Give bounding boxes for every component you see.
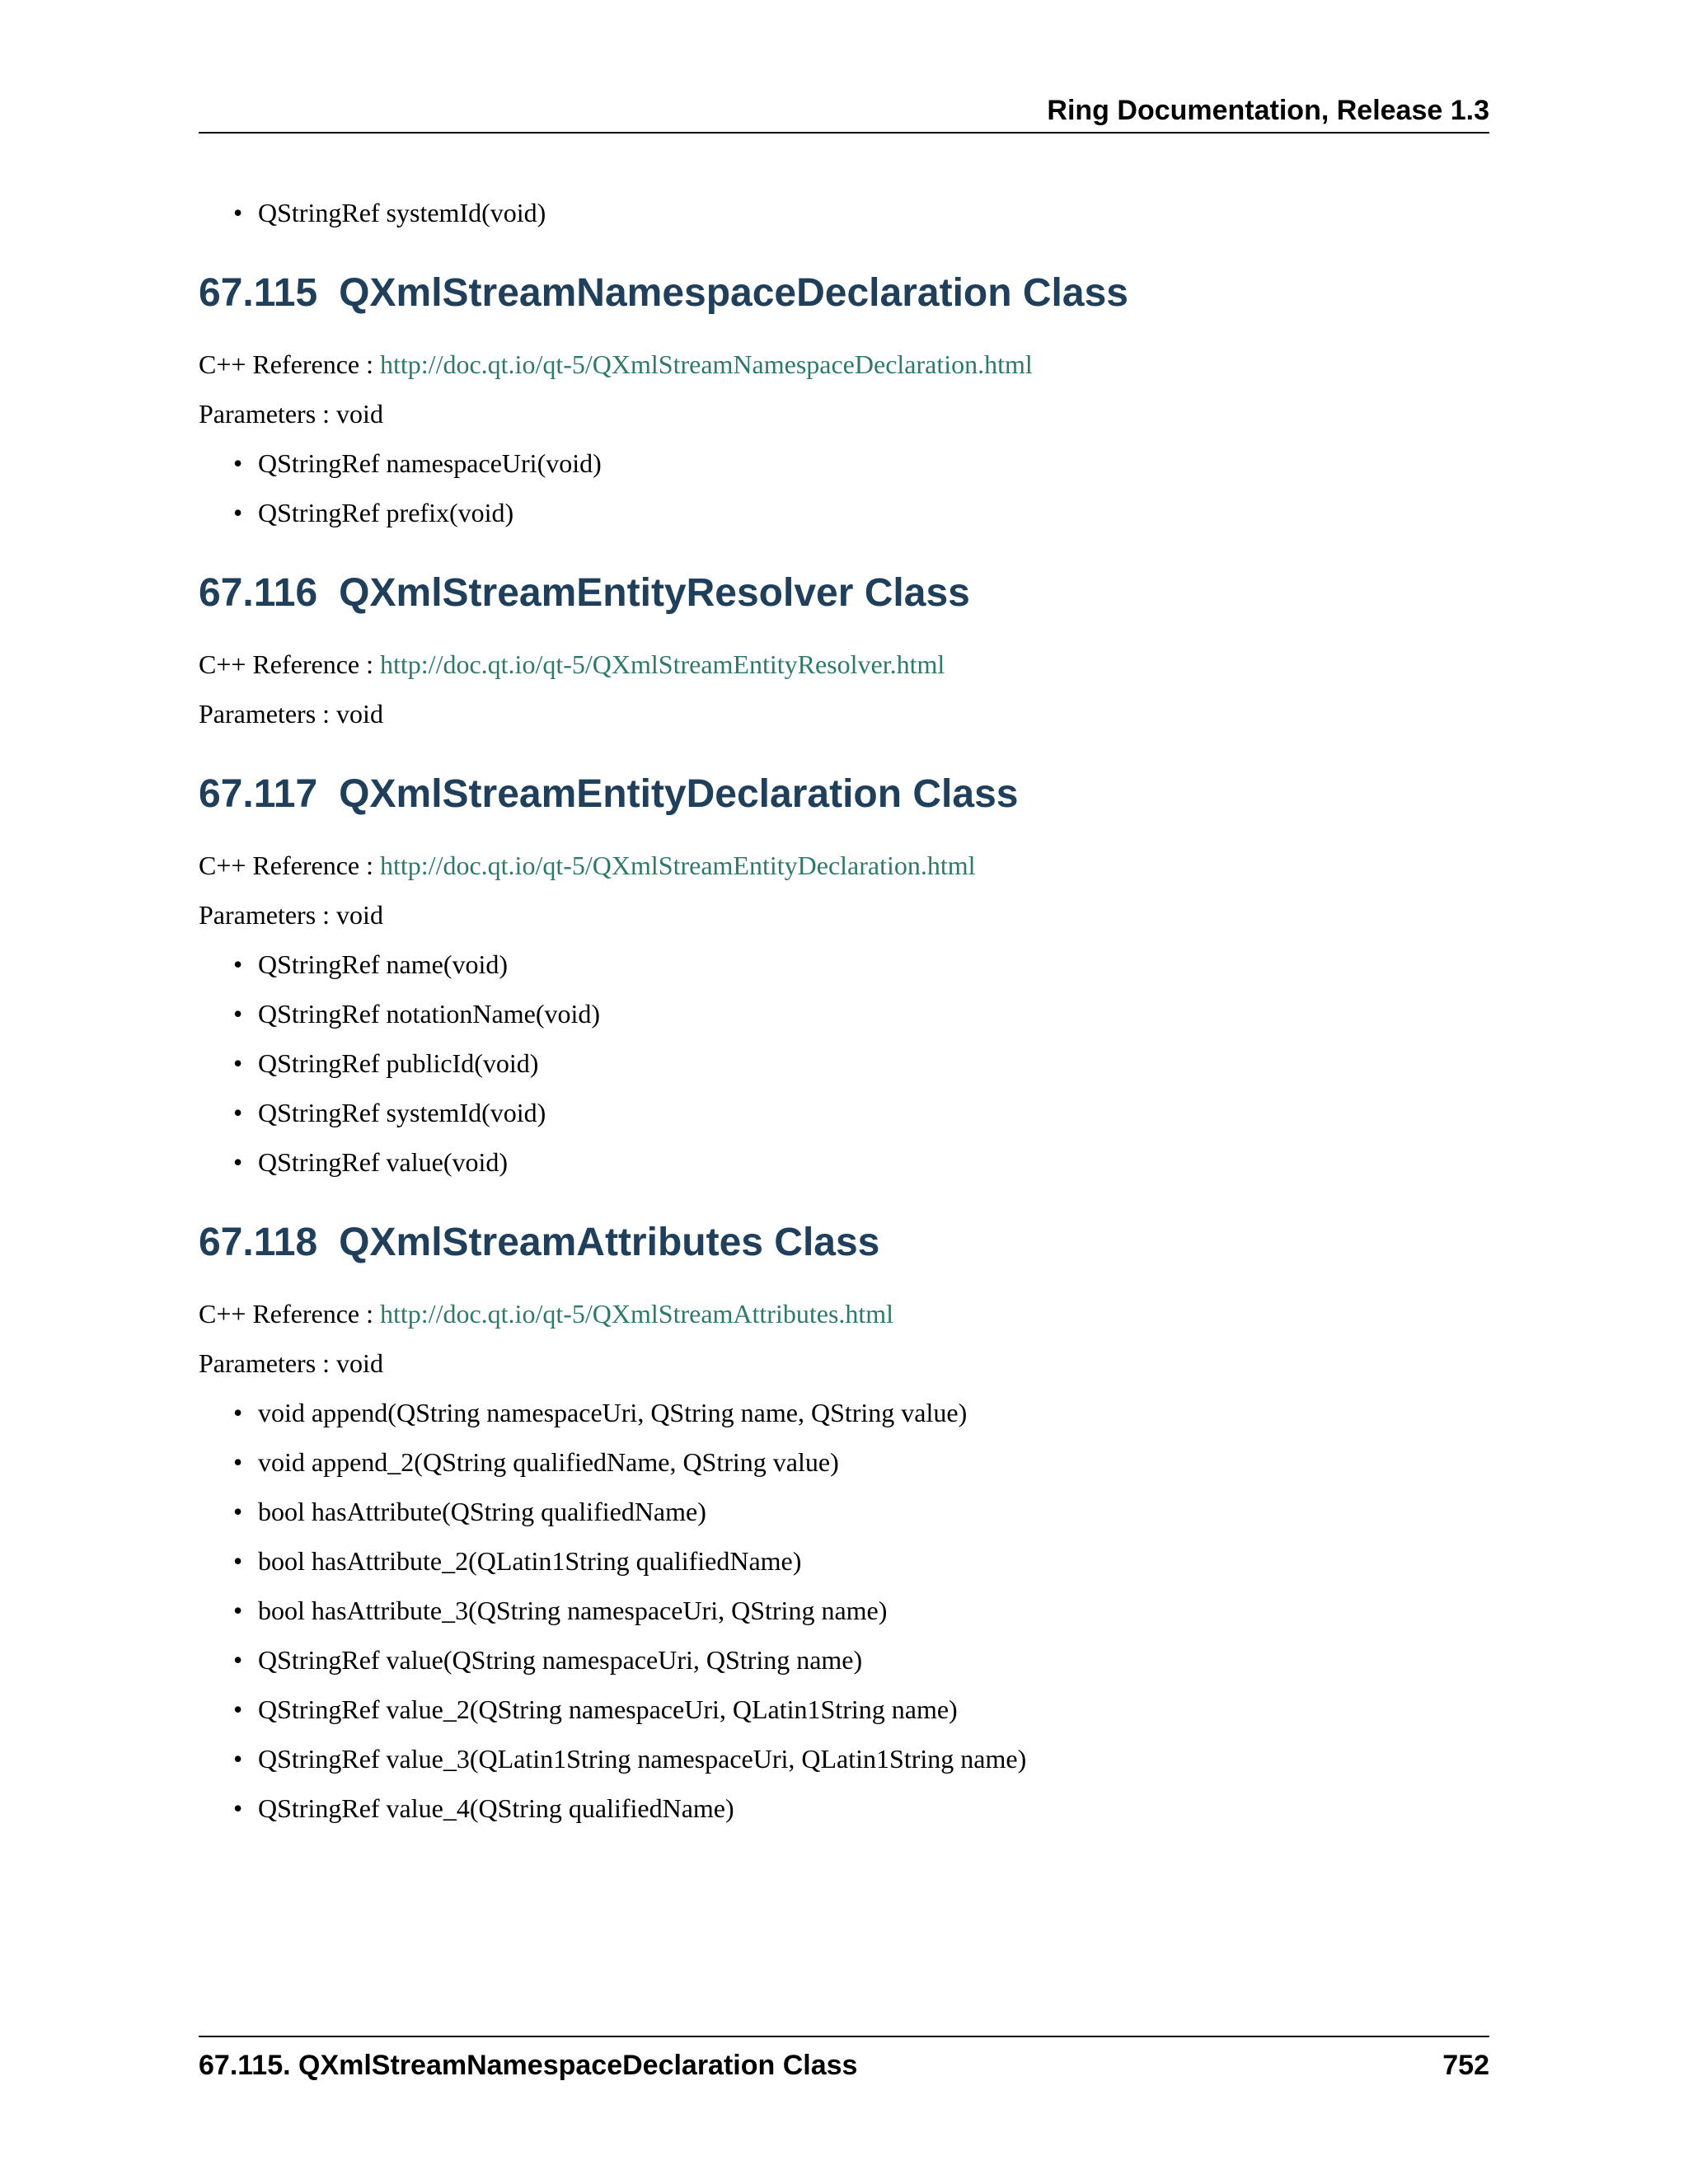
method-list (199, 1396, 1489, 1825)
method-item: • void append(QString namespaceUri, QString name, QString value) (233, 1396, 1489, 1429)
cpp-reference-link[interactable]: http://doc.qt.io/qt-5/QXmlStreamEntityDeclaration.html (380, 851, 976, 880)
section-67-116 (199, 570, 1489, 730)
cpp-reference-label: C++ Reference : (199, 1299, 373, 1329)
section-number: 67.118 (199, 1221, 318, 1264)
footer-section-title: 67.115. QXmlStreamNamespaceDeclaration Class (199, 2050, 858, 2081)
method-item: • bool hasAttribute_2(QLatin1String qualifiedName) (233, 1544, 1489, 1577)
section-67-118 (199, 1220, 1489, 1825)
page-content (199, 196, 1489, 1841)
section-heading (199, 270, 1489, 316)
method-item: • QStringRef value_4(QString qualifiedName) (233, 1792, 1489, 1825)
section-title: QXmlStreamEntityResolver Class (339, 571, 970, 615)
intro-method-list (199, 196, 1489, 229)
cpp-reference (199, 1297, 1489, 1330)
method-item: • QStringRef value(QString namespaceUri, QString name) (233, 1643, 1489, 1676)
parameters-text: Parameters : void (199, 900, 383, 930)
method-item: • bool hasAttribute_3(QString namespaceUri, QString name) (233, 1594, 1489, 1627)
section-heading (199, 1220, 1489, 1266)
page-header (199, 91, 1489, 134)
section-number: 67.115 (199, 271, 318, 315)
method-item: • QStringRef systemId(void) (233, 1096, 1489, 1129)
method-item: • QStringRef publicId(void) (233, 1047, 1489, 1080)
section-heading (199, 570, 1489, 616)
method-item: • QStringRef namespaceUri(void) (233, 447, 1489, 480)
cpp-reference-link[interactable]: http://doc.qt.io/qt-5/QXmlStreamNamespaceDeclaration.html (380, 349, 1033, 379)
method-item: • QStringRef value(void) (233, 1146, 1489, 1179)
section-title: QXmlStreamEntityDeclaration Class (339, 772, 1019, 816)
document-title: Ring Documentation, Release 1.3 (1047, 95, 1489, 126)
parameters-text: Parameters : void (199, 399, 383, 429)
cpp-reference (199, 348, 1489, 381)
cpp-reference (199, 648, 1489, 681)
cpp-reference-label: C++ Reference : (199, 349, 373, 379)
section-67-115 (199, 270, 1489, 529)
method-item: • QStringRef value_2(QString namespaceUri, QLatin1String name) (233, 1693, 1489, 1726)
section-number: 67.117 (199, 772, 318, 816)
section-number: 67.116 (199, 571, 318, 615)
method-item: • bool hasAttribute(QString qualifiedName) (233, 1495, 1489, 1528)
parameters-text: Parameters : void (199, 699, 383, 729)
page-footer (199, 2036, 1489, 2087)
section-heading (199, 771, 1489, 818)
method-item: • void append_2(QString qualifiedName, QString value) (233, 1446, 1489, 1479)
method-item: • QStringRef value_3(QLatin1String namespaceUri, QLatin1String name) (233, 1742, 1489, 1775)
parameters-text: Parameters : void (199, 1348, 383, 1378)
method-item: • QStringRef name(void) (233, 948, 1489, 981)
method-item: • QStringRef notationName(void) (233, 997, 1489, 1030)
section-67-117 (199, 771, 1489, 1179)
cpp-reference (199, 849, 1489, 882)
method-list (199, 948, 1489, 1179)
cpp-reference-link[interactable]: http://doc.qt.io/qt-5/QXmlStreamAttributes.html (380, 1299, 894, 1329)
page-number: 752 (1442, 2050, 1489, 2081)
cpp-reference-label: C++ Reference : (199, 649, 373, 679)
cpp-reference-label: C++ Reference : (199, 851, 373, 880)
method-list (199, 447, 1489, 529)
method-item: • QStringRef systemId(void) (233, 196, 1489, 229)
section-title: QXmlStreamNamespaceDeclaration Class (339, 271, 1128, 315)
section-title: QXmlStreamAttributes Class (339, 1221, 880, 1264)
cpp-reference-link[interactable]: http://doc.qt.io/qt-5/QXmlStreamEntityResolver.html (380, 649, 945, 679)
method-item: • QStringRef prefix(void) (233, 496, 1489, 529)
